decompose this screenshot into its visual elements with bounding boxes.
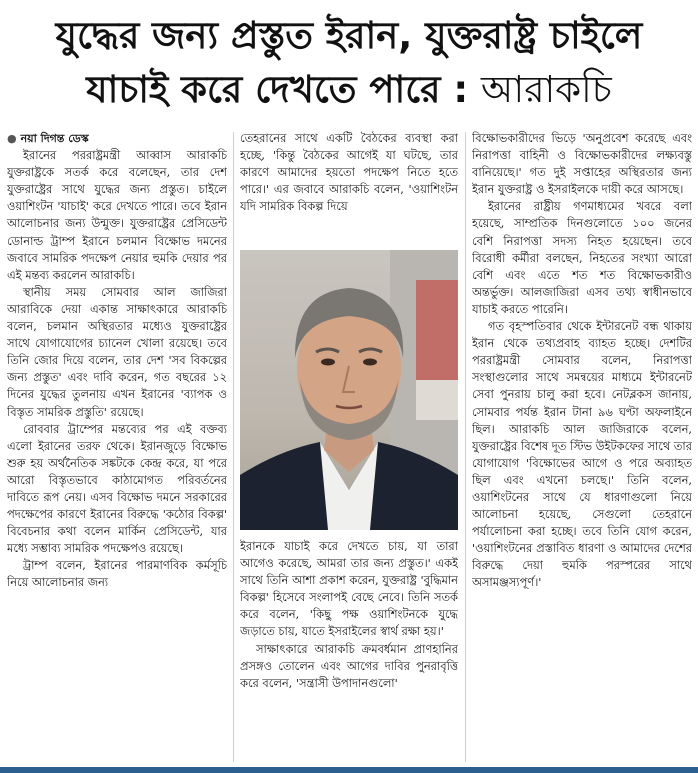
paragraph: গত বৃহস্পতিবার থেকে ইন্টারনেট বন্ধ থাকায় ইরান থেকে তথ্যপ্রবাহ ব্যাহত হচ্ছে। দেশটির পররাষ্ট্রমন্ত্রী সোমবার বলেন, নিরাপত্তা সংস্থাগুলোর সাথে সমন্বয়ের মাধ্যমে ইন্টারনেট সেবা পুনরায় চালু করা হবে। নেটব্লকস জানায়, সোমবার পর্যন্ত ইরান টানা ৯৬ ঘণ্টা অফলাইনে ছিল। আরাকচি আল জাজিরাকে বলেন, যুক্তরাষ্ট্রের বিশেষ দূত স্টিভ উইটকফের সাথে তার যোগাযোগ 'বিক্ষোভের আগে ও পরে অব্যাহত ছিল এবং এখনো চলছে।' তিনি বলেন, ওয়াশিংটনের সাথে যে ধারণাগুলো নিয়ে আলোচনা হয়েছে, সেগুলো তেহরানে পর্যালোচনা করা হচ্ছে। তবে তিনি যোগ করেন, 'ওয়াশিংটনের প্রস্তাবিত ধারণা ও আমাদের দেশের বিরুদ্ধে দেয়া হুমকি পরস্পরের সাথে অসামঞ্জস্যপূর্ণ।' xyxy=(472,319,692,590)
bottom-accent-bar xyxy=(0,767,698,773)
headline-name: আরাকচি xyxy=(481,68,612,111)
headline xyxy=(0,0,698,126)
paragraph: ইরানকে যাচাই করে দেখতে চায়, যা তারা আগেও করেছে, আমরা তার জন্য প্রস্তুত।' একই সাথে তিনি আশা প্রকাশ করেন, যুক্তরাষ্ট্র 'বুদ্ধিমান বিকল্প' হিসেবে সংলাপই বেছে নেবে। তিনি সতর্ক করে বলেন, 'কিছু পক্ষ ওয়াশিংটনকে যুদ্ধে জড়াতে চায়, যাতে ইসরাইলের স্বার্থ রক্ষা হয়।' xyxy=(240,539,458,639)
paragraph: ট্রাম্প বলেন, ইরানের পারমাণবিক কর্মসূচি নিয়ে আলোচনার জন্য xyxy=(7,558,227,590)
portrait-photo xyxy=(240,250,458,530)
article-column-2-top xyxy=(240,130,458,246)
headline-line-2 xyxy=(0,66,698,114)
article-column-3 xyxy=(472,130,692,764)
paragraph: তেহরানের সাথে একটি বৈঠকের ব্যবস্থা করা হচ্ছে, 'কিন্তু বৈঠকের আগেই যা ঘটছে, তার কারণে আমাদের হয়তো পদক্ষেপ নিতে হতে পারে।' এর জবাবে আরাকচি বলেন, 'ওয়াশিংটন যদি সামরিক বিকল্প দিয়ে xyxy=(240,131,458,214)
portrait-illustration xyxy=(240,250,458,530)
paragraph: স্থানীয় সময় সোমবার আল জাজিরা আরাবিকে দেয়া একান্ত সাক্ষাৎকারে আরাকচি বলেন, চলমান অস্থিরতার মধ্যেও যুক্তরাষ্ট্রের সাথে যোগাযোগের চ্যানেল খোলা রয়েছে। তবে তিনি জোর দিয়ে বলেন, তার দেশ 'সব বিকল্পের জন্য প্রস্তুত' এবং দাবি করেন, গত বছরের ১২ দিনের যুদ্ধের তুলনায় এখন ইরানের 'ব্যাপক ও বিস্তৃত সামরিক প্রস্তুতি' রয়েছে। xyxy=(7,284,227,419)
dateline-text: নয়া দিগন্ত ডেস্ক xyxy=(20,132,89,145)
dateline xyxy=(7,130,227,147)
paragraph: রোববার ট্রাম্পের মন্তব্যের পর এই বক্তব্য এলো ইরানের তরফ থেকে। ইরানজুড়ে বিক্ষোভ শুরু হয় অর্থনৈতিক সঙ্কটকে কেন্দ্র করে, যা পরে আরো বিস্তৃতভাবে কাঠামোগত পরিবর্তনের দাবিতে রূপ নেয়। এসব বিক্ষোভ দমনে সরকারের পদক্ষেপের কারণে ইরানের বিরুদ্ধে 'কঠোর বিকল্প' বিবেচনার কথা বলেন মার্কিন প্রেসিডেন্ট, যার মধ্যে সম্ভাব্য সামরিক পদক্ষেপও রয়েছে। xyxy=(7,421,227,556)
column-rule-2 xyxy=(465,132,466,762)
article-column-2-bottom xyxy=(240,538,458,764)
bullet-icon: ● xyxy=(7,132,17,145)
paragraph: সাক্ষাৎকারে আরাকচি ক্রমবর্ধমান প্রাণহানির প্রসঙ্গও তোলেন এবং আগের দাবির পুনরাবৃত্তি করে বলেন, 'সন্ত্রাসী উপাদানগুলো' xyxy=(240,641,458,690)
article-column-1 xyxy=(7,130,227,764)
paragraph: ইরানের রাষ্ট্রীয় গণমাধ্যমের খবরে বলা হয়েছে, সাম্প্রতিক দিনগুলোতে ১০০ জনের বেশি নিরাপত্তা সদস্য নিহত হয়েছেন। তবে বিরোধী কর্মীরা বলছেন, নিহতের সংখ্যা আরো বেশি এবং এতে শত শত বিক্ষোভকারীও অন্তর্ভুক্ত। আলজাজিরা এসব তথ্য স্বাধীনভাবে যাচাই করতে পারেনি। xyxy=(472,199,692,316)
headline-line-1: যুদ্ধের জন্য প্রস্তুত ইরান, যুক্তরাষ্ট্র চাইলে xyxy=(55,14,643,57)
paragraph: ইরানের পররাষ্ট্রমন্ত্রী আব্বাস আরাকচি যুক্তরাষ্ট্রকে সতর্ক করে বলেছেন, তার দেশ যুক্তরাষ্ট্রের সাথে যুদ্ধের জন্য প্রস্তুত। চাইলে ওয়াশিংটন 'যাচাই' করে দেখতে পারে। তবে ইরান আলোচনার জন্য উন্মুক্ত। যুক্তরাষ্ট্রের প্রেসিডেন্ট ডোনাল্ড ট্রাম্প ইরানে চলমান বিক্ষোভ দমনের জবাবে সামরিক পদক্ষেপ নেয়ার হুমকি দেয়ার পর এই মন্তব্য করলেন আরাকচি। xyxy=(7,148,227,282)
headline-line-2-main: যাচাই করে দেখতে পারে : xyxy=(86,68,469,111)
column-rule-1 xyxy=(233,132,234,762)
paragraph: বিক্ষোভকারীদের ভিড়ে 'অনুপ্রবেশ করেছে এবং নিরাপত্তা বাহিনী ও বিক্ষোভকারীদের লক্ষ্যবস্তু বানিয়েছে।' গত দুই সপ্তাহের অস্থিরতার জন্য ইরান যুক্তরাষ্ট্র ও ইসরাইলকে দায়ী করে আসছে। xyxy=(472,131,692,197)
